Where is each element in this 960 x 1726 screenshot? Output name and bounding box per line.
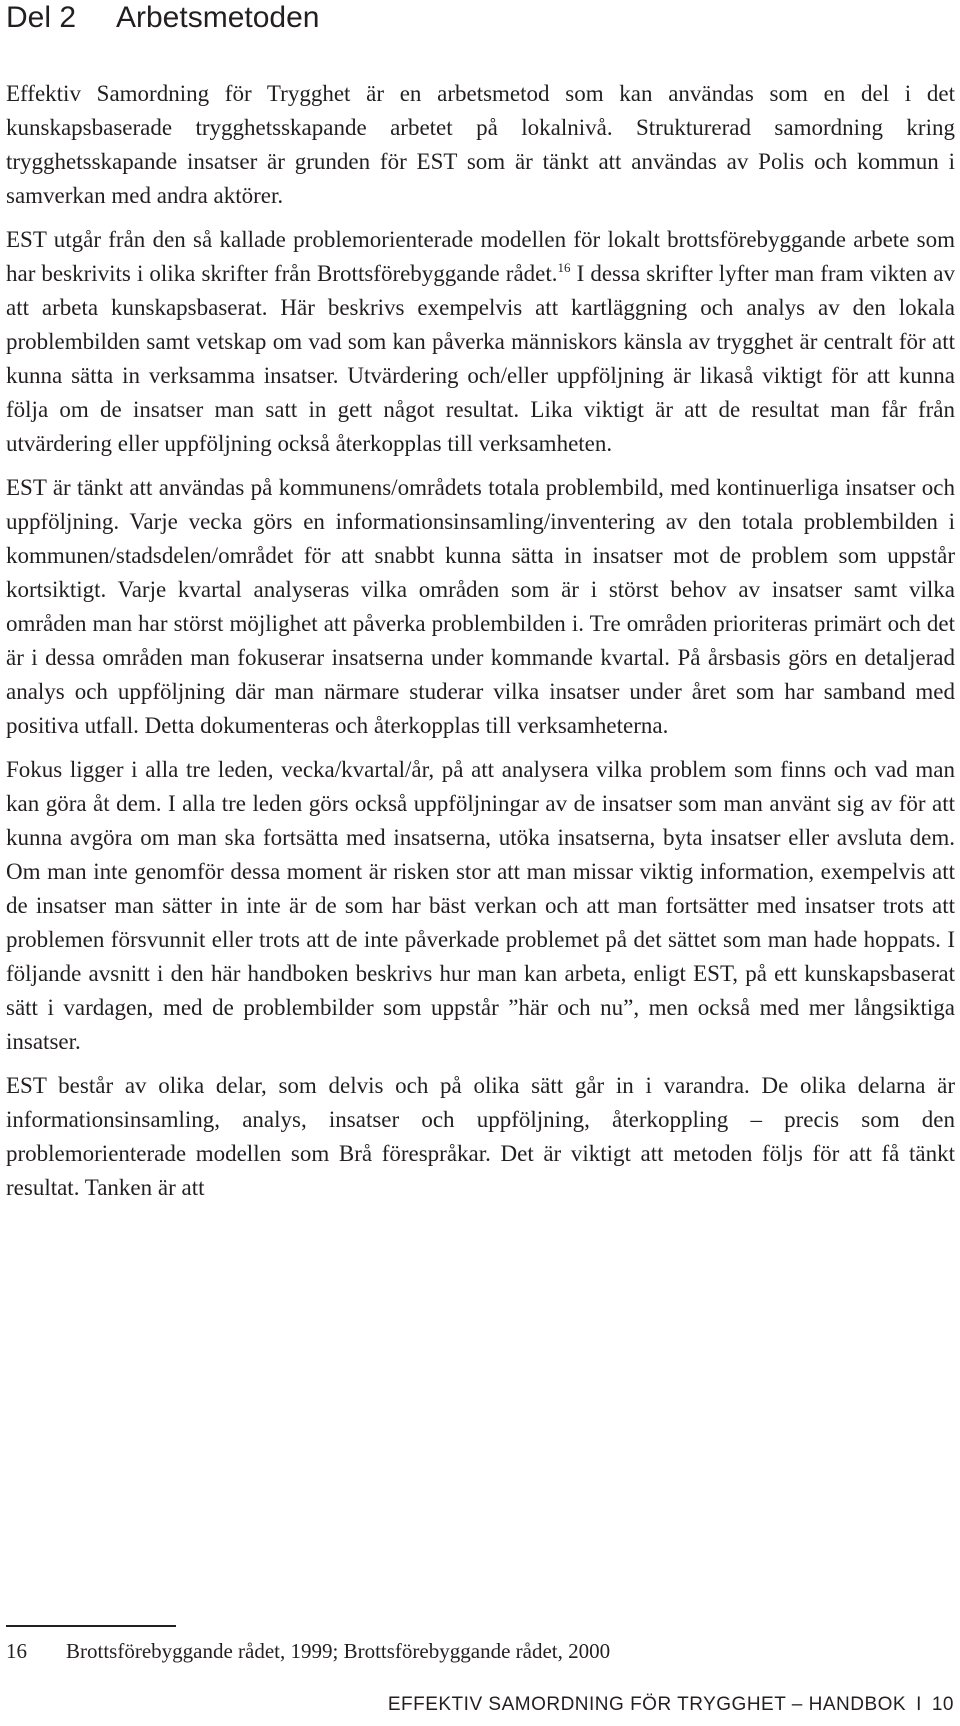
footnote — [6, 1636, 610, 1666]
body-text — [6, 77, 955, 1215]
paragraph-5: EST består av olika delar, som delvis och på olika sätt går in i varandra. De olika delarna är informationsinsamling, analys, insatser och uppföljning, återkoppling – precis som den problemorienterade modellen som Brå förespråkar. Det är viktigt att metoden följs för att få tänkt resultat. Tanken är att — [6, 1073, 955, 1200]
footer-separator: I — [916, 1694, 922, 1715]
chapter-heading — [6, 0, 319, 36]
paragraph-3: EST är tänkt att användas på kommunens/områdets totala problembild, med kontinuerliga insatser och uppföljning. Varje vecka görs en informationsinsamling/inventering av den totala problembilden i kommunen/stadsdelen/området för att snabbt kunna sätta in insatser mot de problem som uppstår kortsiktigt. Varje kvartal analyseras vilka områden som är i störst behov av insatser samt vilka områden man har störst möjlighet att påverka problembilden i. Tre områden prioriteras primärt och det är i dessa områden man fokuserar insatserna under kommande kvartal. På årsbasis görs en detaljerad analys och uppföljning där man närmare studerar vilka insatser under året som har samband med positiva utfall. Detta dokumenteras och återkopplas till verksamheterna. — [6, 475, 955, 738]
page-number: 10 — [931, 1694, 954, 1715]
footnote-reference: 16 — [557, 260, 571, 275]
footer-title: EFFEKTIV SAMORDNING FÖR TRYGGHET – HANDBOK — [387, 1694, 907, 1715]
paragraph-2-before: EST utgår från den så kallade problemorienterade modellen för lokalt brottsförebyggande arbete som har beskrivits i olika skrifter från Brottsförebyggande rådet. — [6, 227, 955, 286]
running-footer — [388, 1693, 954, 1717]
paragraph-2-after: I dessa skrifter lyfter man fram vikten av att arbeta kunskapsbaserat. Här beskrivs exempelvis att kartläggning och analys av den lokala problembilden samt vetskap om vad som kan påverka människors känsla av trygghet är centralt för att kunna sätta in verksamma insatser. Utvärdering och/eller uppföljning är likaså viktigt för att kunna följa om de insatser man satt in gett något resultat. Lika viktigt är att de resultat man får från utvärdering eller uppföljning också återkopplas till verksamheten. — [6, 261, 955, 456]
chapter-number: Del 2 — [6, 1, 77, 34]
paragraph-2 — [6, 223, 955, 461]
paragraph-1: Effektiv Samordning för Trygghet är en arbetsmetod som kan användas som en del i det kunskapsbaserade trygghetsskapande arbetet på lokalnivå. Strukturerad samordning kring trygghetsskapande insatser är grunden för EST som är tänkt att användas av Polis och kommun i samverkan med andra aktörer. — [6, 81, 955, 208]
footnote-number: 16 — [6, 1639, 27, 1663]
paragraph-4: Fokus ligger i alla tre leden, vecka/kvartal/år, på att analysera vilka problem som finns och vad man kan göra åt dem. I alla tre leden görs också uppföljningar av de insatser som man använt sig av för att kunna avgöra om man ska fortsätta med insatserna, utöka insatserna, byta insatser eller avsluta dem. Om man inte genomför dessa moment är risken stor att man missar viktig information, exempelvis att de insatser man sätter in inte är de som har bäst verkan och att man fortsätter med insatser trots att problemen försvunnit eller trots att de inte påverkade problemet på det sättet som man hade hoppats. I följande avsnitt i den här handboken beskrivs hur man kan arbeta, enligt EST, på ett kunskapsbaserat sätt i vardagen, med de problembilder som uppstår ”här och nu”, men också med mer långsiktiga insatser. — [6, 757, 955, 1054]
footnote-rule — [6, 1625, 176, 1627]
footnote-text: Brottsförebyggande rådet, 1999; Brottsförebyggande rådet, 2000 — [66, 1639, 611, 1663]
chapter-title: Arbetsmetoden — [116, 1, 320, 34]
